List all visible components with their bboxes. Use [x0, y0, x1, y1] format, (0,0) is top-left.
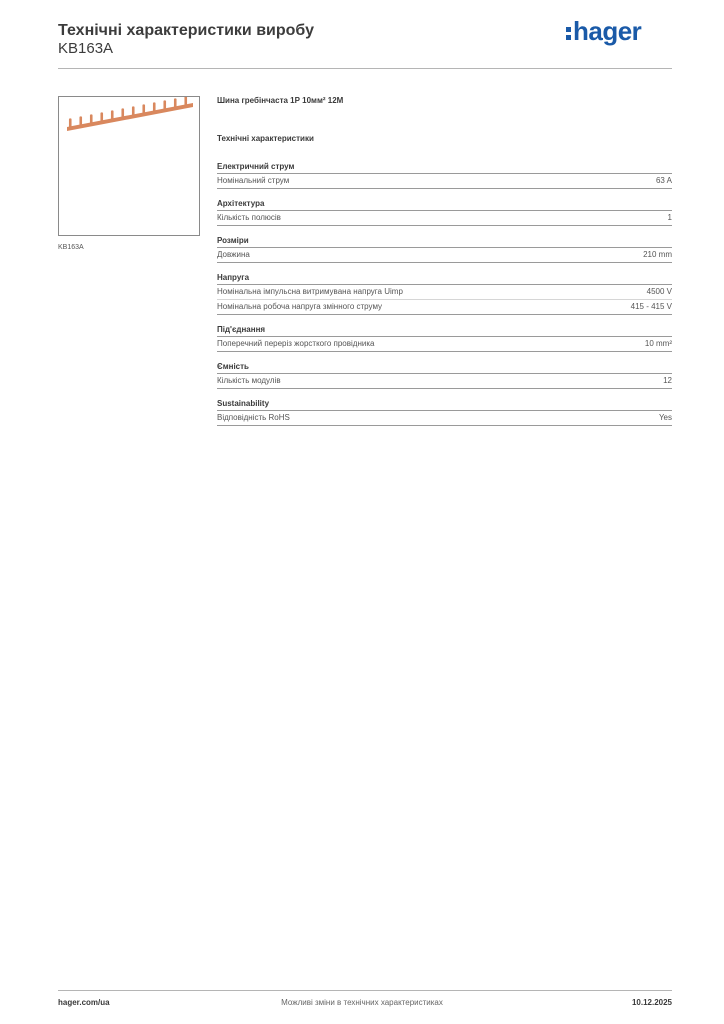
- spec-row: [217, 374, 672, 389]
- busbar-pin: [100, 112, 103, 123]
- spec-group: [217, 361, 672, 389]
- spec-group: [217, 398, 672, 426]
- logo-text: hager: [573, 16, 642, 46]
- spec-label: Відповідність RoHS: [217, 413, 290, 422]
- spec-group-title: Під'єднання: [217, 324, 672, 337]
- spec-label: Кількість модулів: [217, 376, 281, 385]
- busbar-pin: [69, 118, 72, 129]
- spec-value: 4500 V: [646, 287, 672, 296]
- spec-label: Номінальна імпульсна витримувана напруга Uimp: [217, 287, 403, 296]
- spec-group-title: Напруга: [217, 272, 672, 285]
- header-divider: [58, 68, 672, 69]
- spec-group-title: Sustainability: [217, 398, 672, 411]
- spec-label: Довжина: [217, 250, 250, 259]
- busbar-pin: [132, 106, 135, 117]
- spec-row: [217, 337, 672, 352]
- specs-section-title: Технічні характеристики: [217, 134, 314, 143]
- footer-date: 10.12.2025: [631, 998, 672, 1007]
- spec-row: [217, 411, 672, 426]
- spec-row: [217, 211, 672, 226]
- footer-website-link[interactable]: hager.com/ua: [58, 998, 110, 1007]
- spec-group-title: Електричний струм: [217, 161, 672, 174]
- spec-value: 63 A: [655, 176, 672, 185]
- spec-label: Поперечний переріз жорсткого провідника: [217, 339, 375, 348]
- spec-group: [217, 161, 672, 189]
- footer-disclaimer: Можливі зміни в технічних характеристиках: [281, 998, 443, 1007]
- logo-mark-icon: [566, 27, 571, 40]
- spec-label: Кількість полюсів: [217, 213, 281, 222]
- busbar-icon: [59, 97, 199, 235]
- spec-group: [217, 198, 672, 226]
- busbar-pin: [111, 110, 114, 121]
- spec-label: Номінальна робоча напруга змінного струму: [217, 302, 383, 311]
- spec-value: 1: [667, 213, 672, 222]
- spec-value: Yes: [658, 413, 672, 422]
- spec-row: [217, 248, 672, 263]
- product-image-caption: KB163A: [58, 244, 84, 251]
- spec-sheet: [217, 96, 672, 435]
- busbar-pin: [90, 114, 93, 125]
- product-code: KB163A: [58, 40, 114, 57]
- busbar-pin: [79, 116, 82, 127]
- busbar-pin: [184, 97, 187, 107]
- spec-row: [217, 300, 672, 315]
- spec-row: [217, 285, 672, 300]
- spec-groups: [217, 161, 672, 426]
- busbar-pin: [121, 108, 124, 119]
- hager-logo: [566, 16, 641, 47]
- spec-value: 210 mm: [643, 250, 672, 259]
- spec-value: 10 mm²: [644, 339, 672, 348]
- spec-label: Номінальний струм: [217, 176, 290, 185]
- busbar-pin: [142, 104, 145, 115]
- product-image: [58, 96, 200, 236]
- document-title: Технічні характеристики виробу: [58, 22, 314, 39]
- spec-group-title: Архітектура: [217, 198, 672, 211]
- spec-value: 415 - 415 V: [630, 302, 672, 311]
- spec-group-title: Ємність: [217, 361, 672, 374]
- product-name: Шина гребінчаста 1Р 10мм² 12М: [217, 96, 344, 105]
- footer-divider: [58, 990, 672, 991]
- spec-value: 12: [663, 376, 672, 385]
- busbar-pin: [174, 98, 177, 109]
- spec-group-title: Розміри: [217, 235, 672, 248]
- spec-group: [217, 235, 672, 263]
- busbar-pin: [163, 100, 166, 111]
- spec-row: [217, 174, 672, 189]
- spec-group: [217, 324, 672, 352]
- spec-group: [217, 272, 672, 315]
- busbar-pin: [153, 102, 156, 113]
